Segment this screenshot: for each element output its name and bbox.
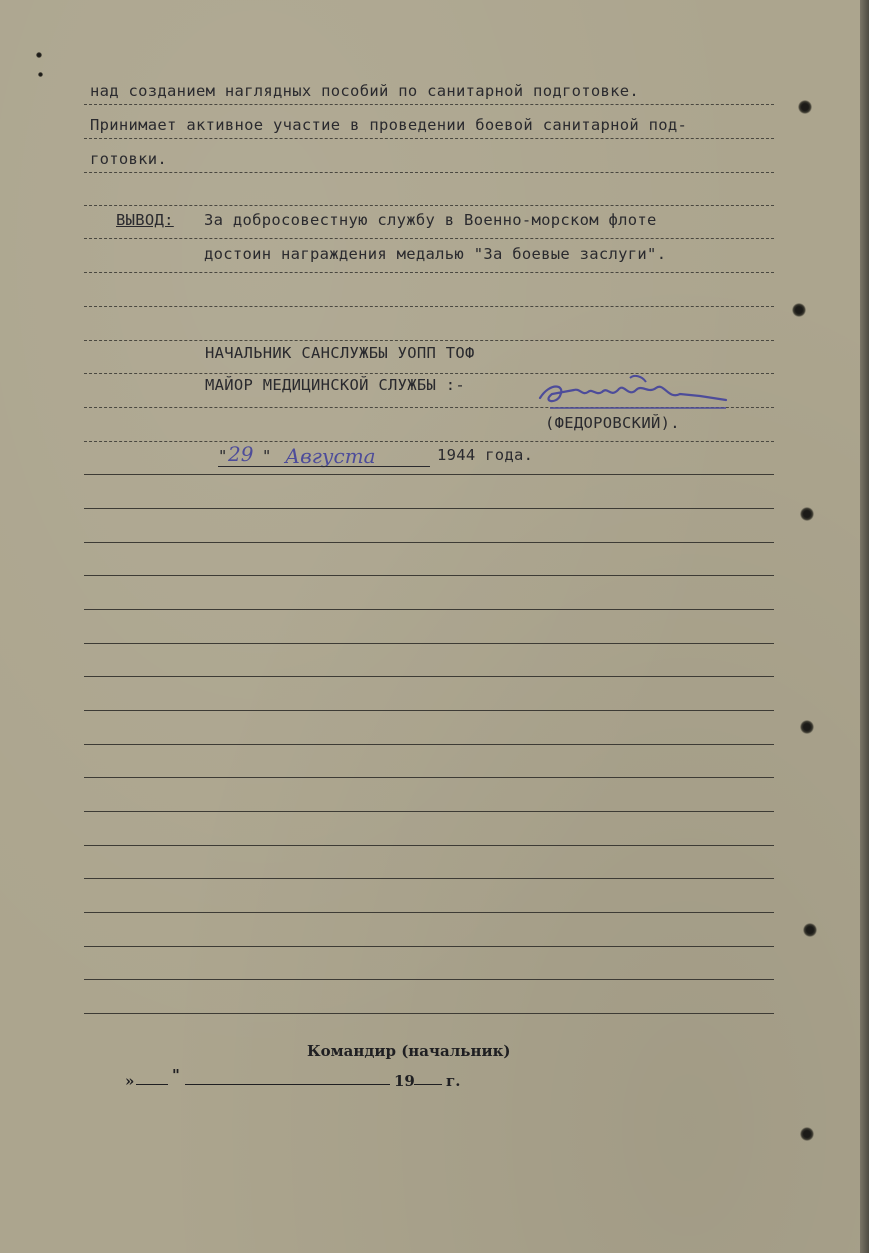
footer-year-prefix: 19 bbox=[394, 1072, 415, 1090]
conclusion-label: ВЫВОД: bbox=[116, 211, 174, 229]
date-year: 1944 года. bbox=[437, 446, 534, 464]
ruled-line bbox=[84, 845, 774, 846]
ruled-line bbox=[84, 777, 774, 778]
punch-hole bbox=[800, 720, 814, 734]
ruled-line bbox=[84, 710, 774, 711]
ruled-line bbox=[84, 946, 774, 947]
date-day-handwritten: 29 bbox=[228, 442, 254, 466]
handwritten-signature bbox=[530, 370, 730, 414]
ruled-line bbox=[84, 508, 774, 509]
ruled-line bbox=[84, 609, 774, 610]
conclusion-line: достоин награждения медалью "За боевые заслуги". bbox=[204, 245, 667, 263]
date-month-handwritten: Августа bbox=[285, 444, 376, 468]
footer-day-blank bbox=[136, 1084, 168, 1085]
punch-hole bbox=[800, 1127, 814, 1141]
ruled-line bbox=[84, 1013, 774, 1014]
punch-hole bbox=[803, 923, 817, 937]
body-line: над созданием наглядных пособий по санитарной подготовке. bbox=[90, 82, 640, 100]
signer-name: (ФЕДОРОВСКИЙ). bbox=[545, 414, 680, 432]
ruled-line bbox=[84, 205, 774, 206]
ruled-line bbox=[84, 676, 774, 677]
ruled-line bbox=[84, 238, 774, 239]
ruled-line bbox=[84, 172, 774, 173]
footer-year-blank bbox=[414, 1084, 442, 1085]
body-line: Принимает активное участие в проведении боевой санитарной под- bbox=[90, 116, 688, 134]
ruled-line bbox=[84, 138, 774, 139]
date-quote-open: " bbox=[218, 447, 228, 465]
punch-hole bbox=[798, 100, 812, 114]
ruled-line bbox=[84, 441, 774, 442]
ruled-line bbox=[84, 474, 774, 475]
ruled-line bbox=[84, 979, 774, 980]
body-line: готовки. bbox=[90, 150, 168, 168]
ruled-line bbox=[84, 272, 774, 273]
ruled-line bbox=[84, 104, 774, 105]
ruled-line bbox=[84, 575, 774, 576]
ruled-line bbox=[84, 542, 774, 543]
ruled-line bbox=[84, 744, 774, 745]
ruled-line bbox=[84, 811, 774, 812]
page-edge-shadow bbox=[860, 0, 869, 1253]
commander-label: Командир (начальник) bbox=[307, 1042, 511, 1060]
punch-hole bbox=[800, 507, 814, 521]
date-quote-close: " bbox=[262, 447, 272, 465]
ruled-line bbox=[84, 912, 774, 913]
punch-hole bbox=[792, 303, 806, 317]
ruled-line bbox=[84, 878, 774, 879]
signer-title: НАЧАЛЬНИК САНСЛУЖБЫ УОПП ТОФ bbox=[205, 344, 475, 362]
ruled-line bbox=[84, 306, 774, 307]
footer-date-quote: » bbox=[125, 1072, 135, 1090]
footer-year-suffix: г. bbox=[446, 1072, 461, 1090]
ruled-line bbox=[84, 340, 774, 341]
stain-mark bbox=[38, 72, 43, 77]
conclusion-line: За добросовестную службу в Военно-морском флоте bbox=[204, 211, 657, 229]
signer-rank: МАЙОР МЕДИЦИНСКОЙ СЛУЖБЫ :- bbox=[205, 376, 466, 394]
ruled-line bbox=[84, 643, 774, 644]
date-underline bbox=[218, 466, 430, 467]
stain-mark bbox=[36, 52, 42, 58]
footer-date-quote-2: " bbox=[172, 1066, 180, 1084]
footer-month-blank bbox=[185, 1084, 390, 1085]
